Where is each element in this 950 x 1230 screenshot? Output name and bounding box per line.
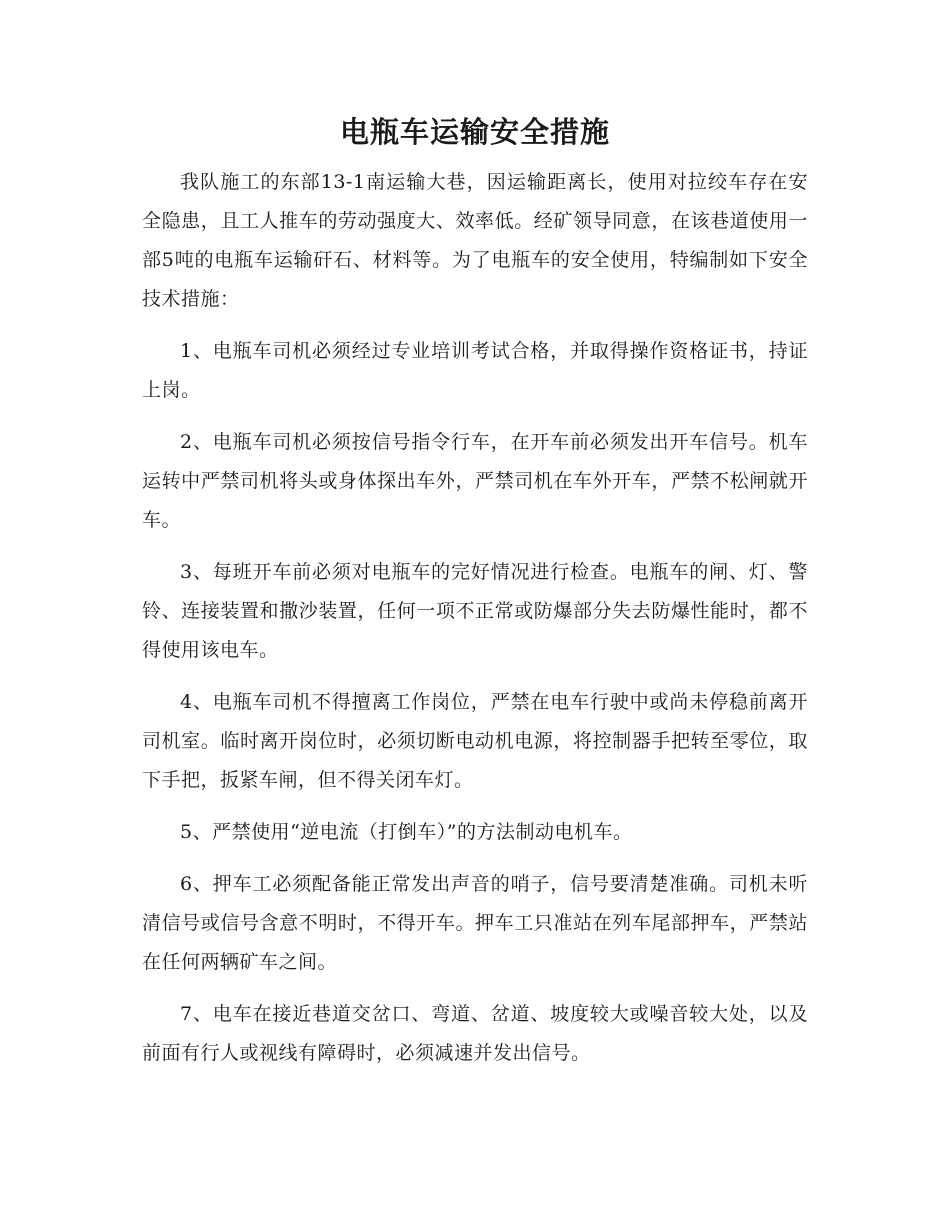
measure-item-7: 7、电车在接近巷道交岔口、弯道、岔道、坡度较大或噪音较大处，以及前面有行人或视线有障碍时，必须减速并发出信号。 xyxy=(142,1003,808,1064)
measure-item-5: 5、严禁使用“逆电流（打倒车）”的方法制动电机车。 xyxy=(180,821,633,843)
intro-paragraph: 我队施工的东部13-1南运输大巷，因运输距离长，使用对拉绞车存在安全隐患，且工人推车的劳动强度大、效率低。经矿领导同意，在该巷道使用一部5吨的电瓶车运输矸石、材料等。为了电瓶车的安全使用，特编制如下安全技术措施： xyxy=(142,171,808,310)
measure-item-1: 1、电瓶车司机必须经过专业培训考试合格，并取得操作资格证书，持证上岗。 xyxy=(142,340,808,401)
measure-item-3: 3、每班开车前必须对电瓶车的完好情况进行检查。电瓶车的闸、灯、警铃、连接装置和撒沙装置，任何一项不正常或防爆部分失去防爆性能时，都不得使用该电车。 xyxy=(142,561,808,661)
measure-item-6: 6、押车工必须配备能正常发出声音的哨子，信号要清楚准确。司机未听清信号或信号含意不明时，不得开车。押车工只准站在列车尾部押车，严禁站在任何两辆矿车之间。 xyxy=(142,873,808,973)
document-body xyxy=(142,163,808,1086)
measure-item-4: 4、电瓶车司机不得擅离工作岗位，严禁在电车行驶中或尚未停稳前离开司机室。临时离开岗位时，必须切断电动机电源，将控制器手把转至零位，取下手把，扳紧车闸，但不得关闭车灯。 xyxy=(142,691,808,791)
measure-item-2: 2、电瓶车司机必须按信号指令行车，在开车前必须发出开车信号。机车运转中严禁司机将头或身体探出车外，严禁司机在车外开车，严禁不松闸就开车。 xyxy=(142,431,808,531)
document-title: 电瓶车运输安全措施 xyxy=(339,115,610,149)
